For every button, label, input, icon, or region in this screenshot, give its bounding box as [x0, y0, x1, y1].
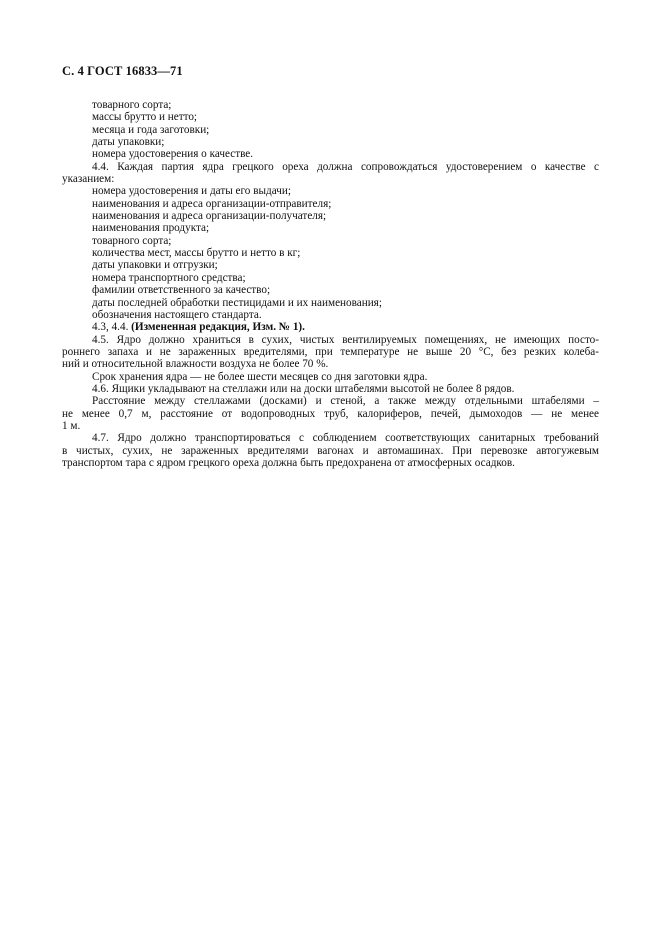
- text-line-content: товарного сорта;: [92, 234, 172, 247]
- text-line: [62, 297, 599, 309]
- text-line-content: 4.3, 4.4.: [92, 321, 132, 334]
- text-line: [62, 235, 599, 247]
- text-line-content: указанием:: [62, 173, 115, 186]
- text-line: [62, 259, 599, 271]
- text-line-content: даты упаковки;: [92, 136, 165, 149]
- text-line-content: ний и относительной влажности воздуха не более 70 %.: [62, 358, 329, 371]
- text-line: [62, 395, 599, 407]
- text-line-content: номера удостоверения о качестве.: [92, 148, 254, 161]
- text-line-content: Расстояние между стеллажами (досками) и стеной, а также между отдельными штабелями –: [92, 395, 599, 408]
- text-line: [62, 198, 599, 210]
- amendment-note: (Измененная редакция, Изм. № 1).: [131, 321, 305, 334]
- text-line: [62, 445, 599, 457]
- text-line: [62, 284, 599, 296]
- text-line-content: даты последней обработки пестицидами и их наименования;: [92, 296, 382, 309]
- text-line: [62, 124, 599, 136]
- text-line-content: в чистых, сухих, не зараженных вредителями вагонах и автомашинах. При перевозке автогужевым: [62, 444, 599, 457]
- text-line-content: фамилии ответственного за качество;: [92, 284, 271, 297]
- text-line-content: номера удостоверения и даты его выдачи;: [92, 185, 291, 198]
- text-line: [62, 383, 599, 395]
- text-line: [62, 111, 599, 123]
- text-line-content: 4.5. Ядро должно храниться в сухих, чистых вентилируемых помещениях, не имеющих посто-: [92, 333, 599, 346]
- text-line: [62, 321, 599, 333]
- text-line-content: массы брутто и нетто;: [92, 111, 198, 124]
- text-line: [62, 136, 599, 148]
- text-line: [62, 420, 599, 432]
- text-line-content: даты упаковки и отгрузки;: [92, 259, 218, 272]
- text-line-content: количества мест, массы брутто и нетто в кг;: [92, 247, 301, 260]
- text-line: [62, 185, 599, 197]
- text-line: [62, 247, 599, 259]
- text-line-content: номера транспортного средства;: [92, 271, 246, 284]
- text-line-content: 4.7. Ядро должно транспортироваться с соблюдением соответствующих санитарных требований: [92, 432, 599, 445]
- text-line-content: наименования продукта;: [92, 222, 210, 235]
- text-line: [62, 371, 599, 383]
- text-line: [62, 148, 599, 160]
- text-line-content: Срок хранения ядра — не более шести месяцев со дня заготовки ядра.: [92, 370, 428, 383]
- text-line-content: транспортом тара с ядром грецкого ореха должна быть предохранена от атмосферных осадков.: [62, 456, 515, 469]
- text-line-content: 1 м.: [62, 419, 81, 432]
- text-line: [62, 210, 599, 222]
- text-line: [62, 358, 599, 370]
- text-line-content: не менее 0,7 м, расстояние от водопроводных труб, калориферов, печей, дымоходов — не менее: [62, 407, 599, 420]
- document-body: [62, 99, 599, 469]
- text-line: [62, 346, 599, 358]
- page-header: С. 4 ГОСТ 16833—71: [62, 64, 183, 78]
- text-line: [62, 457, 599, 469]
- text-line-content: 4.4. Каждая партия ядра грецкого ореха должна сопровождаться удостоверением о качестве с: [92, 160, 599, 173]
- text-line: [62, 334, 599, 346]
- text-line: [62, 309, 599, 321]
- text-line-content: 4.6. Ящики укладывают на стеллажи или на доски штабелями высотой не более 8 рядов.: [92, 382, 515, 395]
- text-line: [62, 272, 599, 284]
- text-line-content: обозначения настоящего стандарта.: [92, 308, 262, 321]
- text-line: [62, 408, 599, 420]
- text-line-content: наименования и адреса организации-отправителя;: [92, 197, 332, 210]
- text-line: [62, 161, 599, 173]
- text-line: [62, 222, 599, 234]
- text-line-content: товарного сорта;: [92, 99, 172, 111]
- text-line-content: месяца и года заготовки;: [92, 123, 210, 136]
- text-line-content: роннего запаха и не зараженных вредителями, при температуре не выше 20 °С, без резких колеба-: [62, 345, 599, 358]
- text-line: [62, 99, 599, 111]
- text-line-content: наименования и адреса организации-получателя;: [92, 210, 327, 223]
- text-line: [62, 432, 599, 444]
- text-line: [62, 173, 599, 185]
